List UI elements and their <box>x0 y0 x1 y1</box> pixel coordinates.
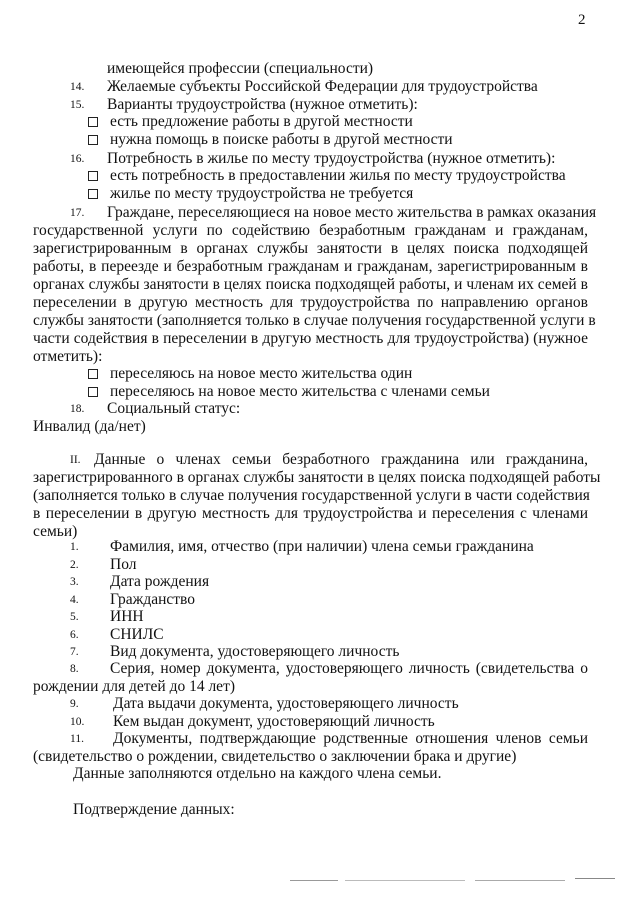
family-item-text: Гражданство <box>110 591 196 608</box>
checkbox-need-help[interactable] <box>88 135 98 145</box>
checkbox-relocate-alone[interactable] <box>88 369 98 379</box>
section2-heading-line: (заполняется только в случае получения государственной услуги в части содействия <box>33 487 590 504</box>
item8-line1: Серия, номер документа, удостоверяющего личность (свидетельства о <box>110 660 588 677</box>
item16-number: 16. <box>70 153 85 165</box>
option-relocate-alone: переселяюсь на новое место жительства один <box>110 365 413 382</box>
item8-number: 8. <box>70 663 79 675</box>
item13-continuation: имеющейся профессии (специальности) <box>107 60 374 77</box>
item11-line2: (свидетельство о рождении, свидетельство о заключении брака и другие) <box>33 748 517 765</box>
section2-heading-line: в переселении в другую местность для трудоустройства и переселения с членами <box>33 505 588 522</box>
item17-line: зарегистрированным в органах службы занятости в целях поиска подходящей <box>33 240 588 257</box>
item17-line: отметить): <box>33 348 103 365</box>
family-item-text: Пол <box>110 556 137 573</box>
item8-line2: рождении для детей до 14 лет) <box>33 678 235 695</box>
item17-line: переселении в другую местность для трудоустройства по направлению органов <box>33 294 588 311</box>
item11-number: 11. <box>70 733 84 745</box>
item18-number: 18. <box>70 403 85 415</box>
item17-line: органах службы занятости в целях поиска подходящей работы, и членам их семей в <box>33 276 588 293</box>
option-relocate-family: переселяюсь на новое место жительства с членами семьи <box>110 383 490 400</box>
item17-line: работы, в переезде и безработным гражданам и гражданам, зарегистрированным в <box>33 258 588 275</box>
item17-line: Граждане, переселяющиеся на новое место жительства в рамках оказания <box>107 204 597 221</box>
item9-text: Дата выдачи документа, удостоверяющего личность <box>113 695 459 712</box>
option-need-housing: есть потребность в предоставлении жилья по месту трудоустройства <box>110 167 566 184</box>
item17-number: 17. <box>70 207 85 219</box>
item14-number: 14. <box>70 81 85 93</box>
option-job-offer: есть предложение работы в другой местности <box>110 113 413 130</box>
option-no-housing: жилье по месту трудоустройства не требуется <box>110 185 414 202</box>
checkbox-need-housing[interactable] <box>88 171 98 181</box>
item17-line: части содействия в переселении в другую местность для трудоустройства) (нужное <box>33 330 588 347</box>
family-item-text: Вид документа, удостоверяющего личность <box>110 643 400 660</box>
section2-number: II. <box>70 454 81 466</box>
family-item-text: Фамилия, имя, отчество (при наличии) члена семьи гражданина <box>110 538 534 555</box>
item10-number: 10. <box>70 716 85 728</box>
family-item-number: 3. <box>70 576 79 588</box>
page-number: 2 <box>578 12 586 28</box>
confirmation-heading: Подтверждение данных: <box>73 801 235 818</box>
section2-heading-line: зарегистрированного в органах службы занятости в целях поиска подходящей работы <box>33 469 601 486</box>
family-item-number: 6. <box>70 629 79 641</box>
family-item-number: 7. <box>70 646 79 658</box>
scan-artifact <box>290 880 338 881</box>
checkbox-relocate-family[interactable] <box>88 387 98 397</box>
item15-text: Варианты трудоустройства (нужное отметить): <box>107 96 418 113</box>
item18-text: Социальный статус: <box>107 400 241 417</box>
item11-line1: Документы, подтверждающие родственные отношения членов семьи <box>113 730 588 747</box>
family-item-text: СНИЛС <box>110 626 164 643</box>
disabled-status: Инвалид (да/нет) <box>33 418 146 435</box>
checkbox-no-housing[interactable] <box>88 189 98 199</box>
item9-number: 9. <box>70 698 79 710</box>
family-item-text: Дата рождения <box>110 573 210 590</box>
family-item-number: 2. <box>70 559 79 571</box>
item17-line: службы занятости (заполняется только в случае получения государственной услуги в <box>33 312 596 329</box>
family-item-number: 1. <box>70 541 79 553</box>
family-item-number: 5. <box>70 611 79 623</box>
section2-heading-line: Данные о членах семьи безработного гражданина или гражданина, <box>94 451 588 468</box>
scan-artifact <box>345 880 465 881</box>
scan-artifact <box>475 880 565 881</box>
family-data-note: Данные заполняются отдельно на каждого члена семьи. <box>73 765 442 782</box>
scan-artifact <box>575 878 615 879</box>
item15-number: 15. <box>70 99 85 111</box>
item14-text: Желаемые субъекты Российской Федерации для трудоустройства <box>107 78 538 95</box>
option-need-help: нужна помощь в поиске работы в другой местности <box>110 131 453 148</box>
section2-heading-line: семьи) <box>33 523 78 540</box>
item16-text: Потребность в жилье по месту трудоустройства (нужное отметить): <box>107 150 556 167</box>
family-item-text: ИНН <box>110 608 144 625</box>
checkbox-job-offer[interactable] <box>88 117 98 127</box>
family-item-number: 4. <box>70 594 79 606</box>
item10-text: Кем выдан документ, удостоверяющий личность <box>113 713 435 730</box>
item17-line: государственной услуги по содействию безработным гражданам и гражданам, <box>33 222 588 239</box>
